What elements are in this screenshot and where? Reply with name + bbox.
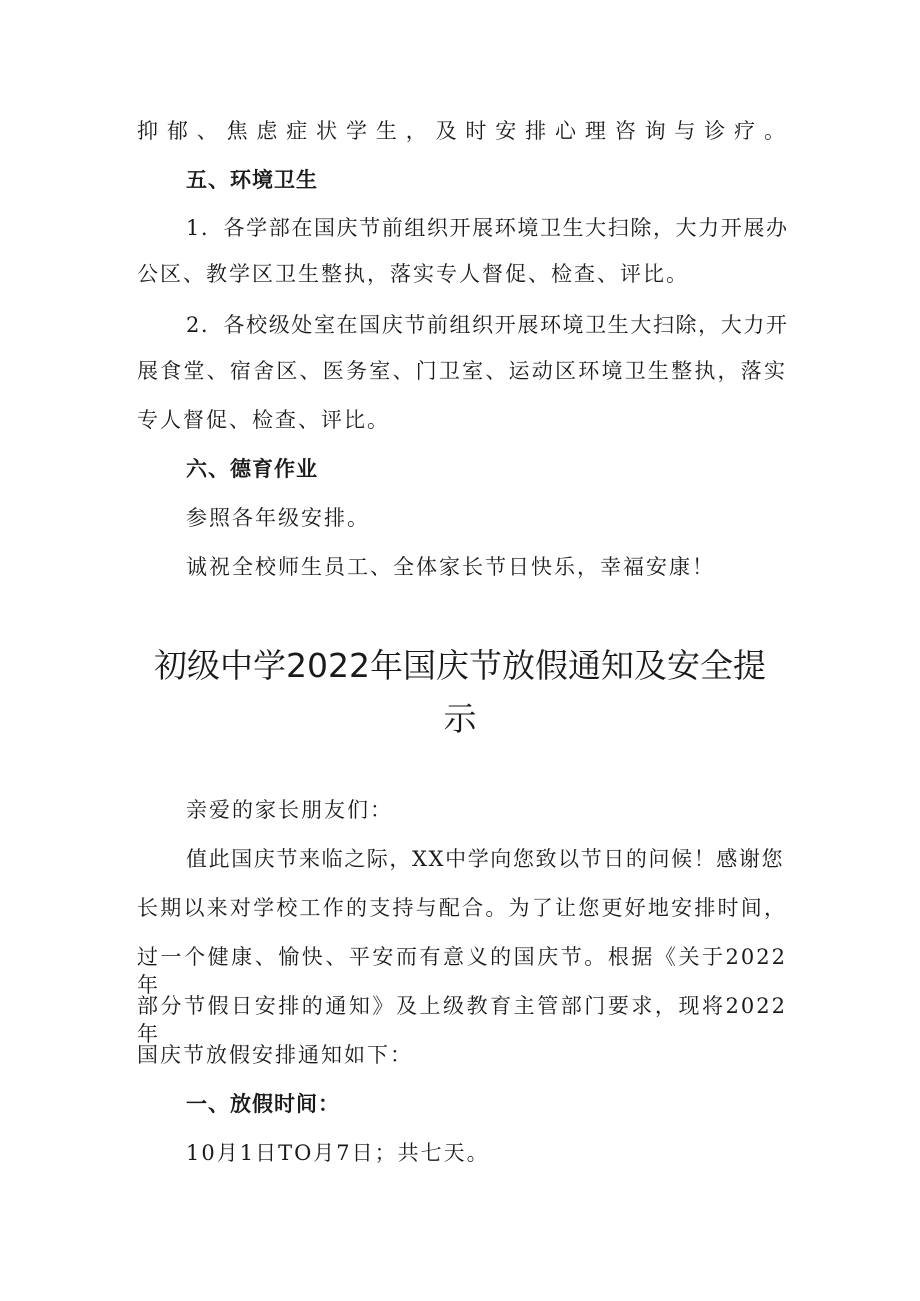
notice-title-line-2: 示 bbox=[443, 699, 477, 738]
moral-homework-text: 参照各年级安排。 bbox=[186, 506, 370, 530]
notice-paragraph-line-5: 国庆节放假安排通知如下： bbox=[137, 1043, 413, 1067]
environment-item-1-line-2: 公区、教学区卫生整执，落实专人督促、检查、评比。 bbox=[137, 262, 689, 286]
notice-title-line-1: 初级中学2022年国庆节放假通知及安全提 bbox=[154, 646, 766, 685]
environment-item-2-line-2: 展食堂、宿舍区、医务室、门卫室、运动区环境卫生整执，落实 bbox=[137, 359, 787, 383]
environment-item-2-line-1: 2．各校级处室在国庆节前组织开展环境卫生大扫除，大力开 bbox=[186, 313, 789, 337]
notice-paragraph-line-2: 长期以来对学校工作的支持与配合。为了让您更好地安排时间， bbox=[137, 896, 787, 920]
environment-item-2-line-3: 专人督促、检查、评比。 bbox=[137, 408, 390, 432]
environment-item-1-line-1: 1．各学部在国庆节前组织开展环境卫生大扫除，大力开展办 bbox=[186, 216, 789, 240]
notice-greeting: 亲爱的家长朋友们： bbox=[186, 798, 393, 822]
holiday-dates: 10月1日TO月7日；共七天。 bbox=[186, 1141, 490, 1165]
notice-paragraph-line-1: 值此国庆节来临之际，XX中学向您致以节日的问候！感谢您 bbox=[186, 847, 785, 871]
holiday-wishes: 诚祝全校师生员工、全体家长节日快乐，幸福安康！ bbox=[186, 555, 715, 579]
notice-paragraph-line-3: 过一个健康、愉快、平安而有意义的国庆节。根据《关于2022年 bbox=[137, 945, 787, 997]
carry-over-line: 抑郁、焦虑症状学生，及时安排心理咨询与诊疗。 bbox=[137, 119, 787, 143]
section-heading-holiday-time: 一、放假时间： bbox=[186, 1092, 340, 1116]
section-heading-environment: 五、环境卫生 bbox=[186, 168, 318, 192]
section-heading-moral-homework: 六、德育作业 bbox=[186, 457, 318, 481]
notice-paragraph-line-4: 部分节假日安排的通知》及上级教育主管部门要求，现将2022年 bbox=[137, 994, 787, 1046]
